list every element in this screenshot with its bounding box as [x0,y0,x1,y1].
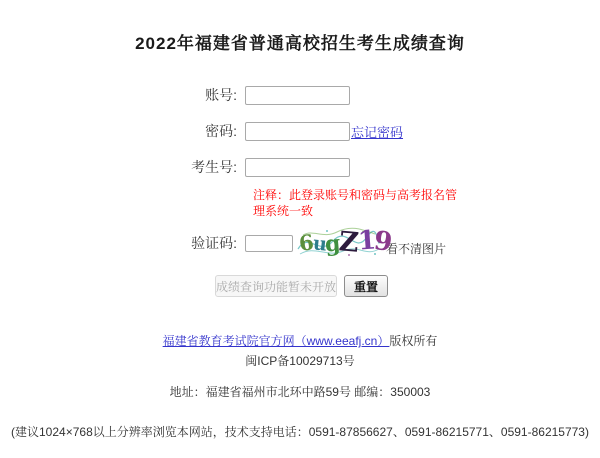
account-row [0,85,600,105]
captcha-refresh-link[interactable]: 看不清图片 [386,241,447,256]
password-row [0,121,600,141]
page-footer [0,333,600,441]
copyright-line [0,333,600,350]
icp-number: 闽ICP备10029713号 [245,353,355,368]
query-submit-button[interactable]: 成绩查询功能暂未开放 [215,275,337,297]
candidate-number-input[interactable] [245,158,350,177]
reset-button[interactable]: 重置 [344,275,388,297]
captcha-char: 1 [356,225,377,257]
captcha-char: u [311,232,328,257]
account-input[interactable] [245,86,350,105]
captcha-label: 验证码: [191,235,237,252]
official-site-link[interactable]: 福建省教育考试院官方网（www.eeafj.cn） [162,334,390,349]
forgot-password-link[interactable]: 忘记密码 [351,124,404,140]
captcha-char: 6 [297,229,316,257]
captcha-row [0,227,600,259]
address-line: 地址：福建省福州市北环中路59号 邮编：350003 [169,385,431,400]
captcha-image[interactable] [297,225,394,260]
resolution-notice: (建议1024×768以上分辨率浏览本网站，技术支持电话：0591-87856627、0591-86215771、0591-86215773) [11,424,589,439]
buttons-row [215,275,600,297]
captcha-text [297,225,394,260]
captcha-char: g [324,230,342,258]
login-note: 注释：此登录账号和密码与高考报名管理系统一致 [253,188,458,219]
captcha-char: 9 [371,226,394,259]
candidate-number-label: 考生号: [191,159,237,175]
captcha-char: Z [337,226,360,260]
password-input[interactable] [245,122,350,141]
copyright-text: 版权所有 [389,334,438,349]
account-label: 账号: [205,87,237,103]
password-label: 密码: [205,123,237,139]
captcha-input[interactable] [245,235,293,252]
login-form [0,85,600,297]
page-title: 2022年福建省普通高校招生考生成绩查询 [135,34,465,53]
candidate-row [0,157,600,177]
